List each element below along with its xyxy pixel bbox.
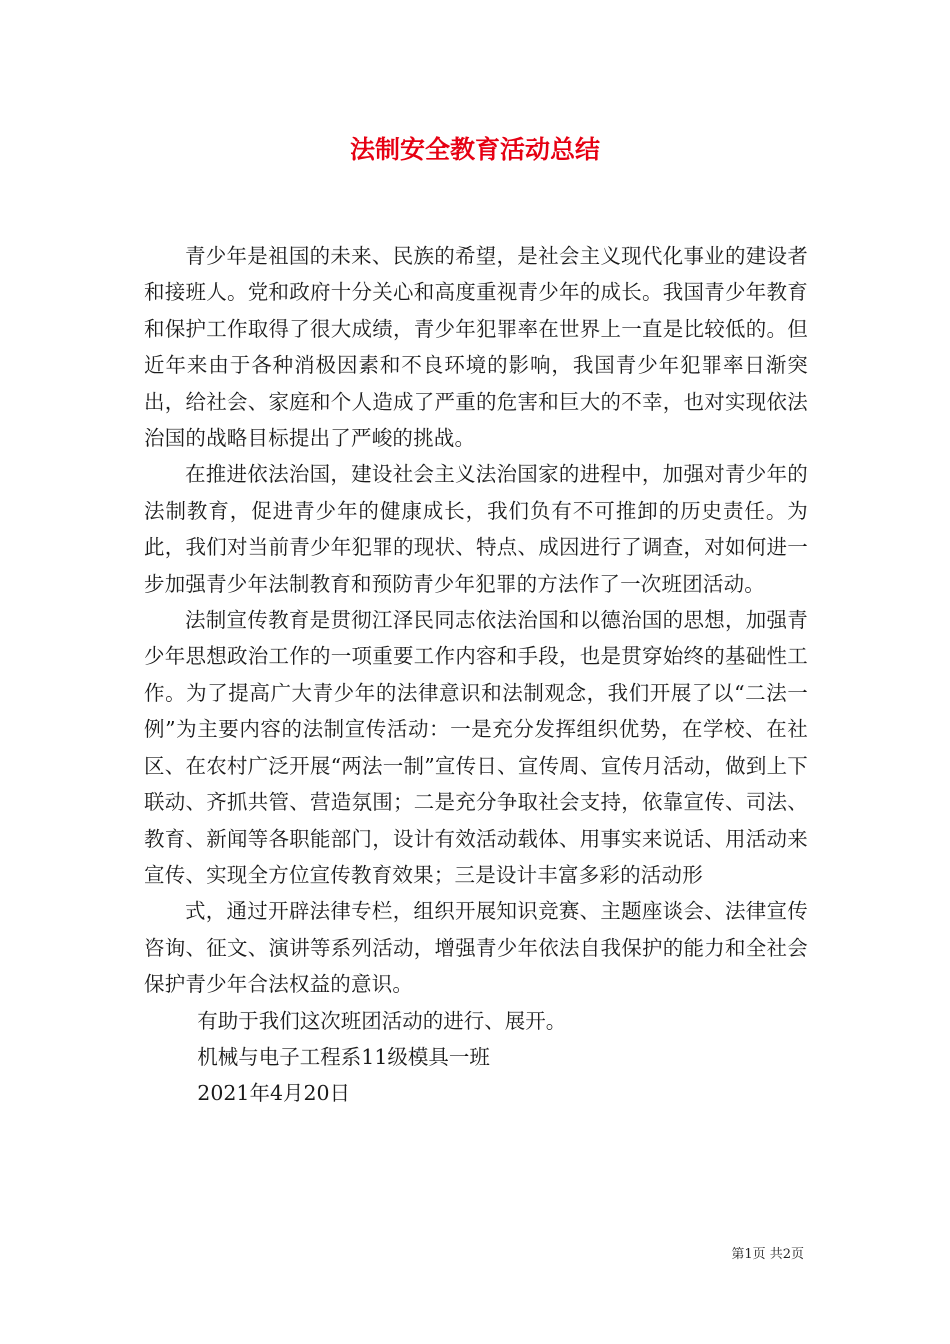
page-indicator: 第1页 共2页 [731,1247,804,1262]
paragraph-3: 法制宣传教育是贯彻江泽民同志依法治国和以德治国的思想，加强青少年思想政治工作的一项重要工作内容和手段，也是贯穿始终的基础性工作。为了提高广大青少年的法律意识和法制观念，我们开展了以“二法一例”为主要内容的法制宣传活动：一是充分发挥组织优势，在学校、在社区、在农村广泛开展“两法一制”宣传日、宣传周、宣传月活动，做到上下联动、齐抓共管、营造氛围；二是充分争取社会支持，依靠宣传、司法、教育、新闻等各职能部门，设计有效活动载体、用事实来说话、用活动来宣传、实现全方位宣传教育效果；三是设计丰富多彩的活动形 [144,608,808,887]
paragraph-2: 在推进依法治国，建设社会主义法治国家的进程中，加强对青少年的法制教育，促进青少年的健康成长，我们负有不可推卸的历史责任。为此，我们对当前青少年犯罪的现状、特点、成因进行了调查，对如何进一步加强青少年法制教育和预防青少年犯罪的方法作了一次班团活动。 [144,462,808,596]
paragraph-1: 青少年是祖国的未来、民族的希望，是社会主义现代化事业的建设者和接班人。党和政府十分关心和高度重视青少年的成长。我国青少年教育和保护工作取得了很大成绩，青少年犯罪率在世界上一直是比较低的。但近年来由于各种消极因素和不良环境的影响，我国青少年犯罪率日渐突出，给社会、家庭和个人造成了严重的危害和巨大的不幸，也对实现依法治国的战略目标提出了严峻的挑战。 [144,244,808,451]
document-date: 2021年4月20日 [197,1081,351,1106]
document-title: 法制安全教育活动总结 [349,135,600,164]
paragraph-4: 式，通过开辟法律专栏，组织开展知识竞赛、主题座谈会、法律宣传咨询、征文、演讲等系列活动，增强青少年依法自我保护的能力和全社会保护青少年合法权益的意识。 [144,899,808,997]
signature: 机械与电子工程系11级模具一班 [197,1044,490,1069]
closing-line: 有助于我们这次班团活动的进行、展开。 [197,1008,567,1033]
document-body [144,238,808,1112]
